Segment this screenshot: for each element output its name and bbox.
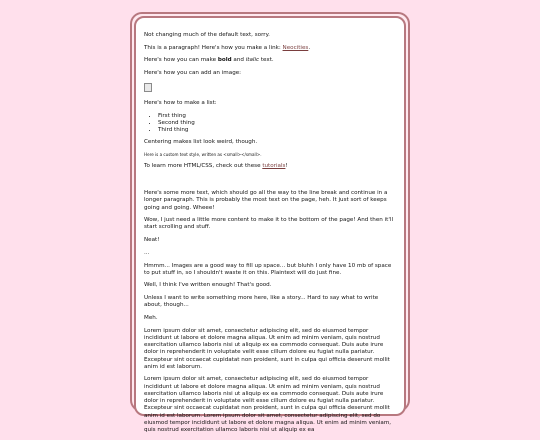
list-intro: Here's how to make a list:	[144, 100, 217, 107]
learn-prefix: To learn more HTML/CSS, check out these	[144, 163, 263, 170]
centering-note: Centering makes list look weird, though.	[144, 139, 258, 146]
format-prefix: Here's how you can make	[144, 57, 218, 64]
broken-image-icon	[144, 83, 152, 92]
paragraph-enough: Well, I think I've written enough! That's good.	[144, 282, 272, 289]
lorem-paragraph-1: Lorem ipsum dolor sit amet, consectetur adipiscing elit, sed do eiusmod tempor incididunt ut labore et dolore magna aliqua. Ut enim ad minim veniam, quis nostrud exercitation ullamco laboris nisi ut aliquip ex ea commodo consequat. Duis aute irure dolor in reprehenderit in voluptate velit esse cillum dolore eu fugiat nulla pariatur. Excepteur sint occaecat cupidatat non proident, sunt in culpa qui officia deserunt mollit anim id est laborum.	[144, 327, 390, 370]
example-list	[144, 113, 396, 134]
list-item: • First thing	[158, 113, 396, 120]
paragraph-meh: Meh.	[144, 315, 158, 322]
bold-word: bold	[217, 57, 232, 64]
intro-line: Not changing much of the default text, sorry.	[144, 32, 270, 38]
link-suffix: .	[308, 44, 311, 51]
list-item: • Second thing	[158, 120, 396, 127]
image-intro: Here's how you can add an image:	[144, 70, 242, 77]
learn-suffix: !	[285, 163, 288, 170]
list-item: • Third thing	[158, 127, 396, 134]
link-prefix: This is a paragraph! Here's how you make a link:	[144, 44, 283, 51]
lorem-paragraph-2: Lorem ipsum dolor sit amet, consectetur adipiscing elit, sed do eiusmod tempor incididunt ut labore et dolore magna aliqua. Ut enim ad minim veniam, quis nostrud exercitation ullamco laboris nisi ut aliquip ex ea commodo consequat. Duis aute irure dolor in reprehenderit in voluptate velit esse cillum dolore eu fugiat nulla pariatur. Excepteur sint occaecat cupidatat non proident, sunt in culpa qui officia deserunt mollit anim id est laborum. Lorem ipsum dolor sit amet, consectetur adipiscing elit, sed do eiusmod tempor incididunt ut labore et dolore magna aliqua. Ut enim ad minim veniam, quis nostrud exercitation ullamco laboris nisi ut aliquip ex ea	[144, 376, 392, 433]
paragraph-neat: Neat!	[144, 237, 160, 244]
page-content	[144, 32, 396, 440]
spacer	[144, 176, 396, 190]
paragraph-images: Hmmm... Images are a good way to fill up space... but bluhh I only have 10 mb of space to put stuff in, so I shouldn't waste it on this. Plaintext will do just fine.	[144, 262, 392, 276]
paragraph-more-text: Here's some more text, which should go all the way to the line break and continue in a longer paragraph. This is probably the most text on the page, heh. It just sort of keeps going and going. Wheee!	[144, 190, 388, 211]
custom-style-note: Here is a custom text style, written as <small></small>.	[144, 151, 262, 157]
italic-word: italic	[245, 57, 260, 64]
content-card	[134, 16, 406, 433]
link-paragraph	[144, 45, 396, 52]
paragraph-story: Unless I want to write something more here, like a story... Hard to say what to write about, though...	[144, 295, 379, 309]
format-paragraph	[144, 57, 396, 64]
format-suffix: text.	[259, 57, 274, 64]
paragraph-more-content: Wow, I just need a little more content to make it to the bottom of the page! And then it'll start scrolling and stuff.	[144, 217, 393, 231]
neocities-link[interactable]: Neocities	[282, 44, 309, 51]
learn-more-paragraph	[144, 163, 396, 170]
format-mid: and	[231, 57, 246, 64]
tutorials-link[interactable]: tutorials	[262, 163, 286, 170]
paragraph-dots: ...	[144, 249, 150, 256]
